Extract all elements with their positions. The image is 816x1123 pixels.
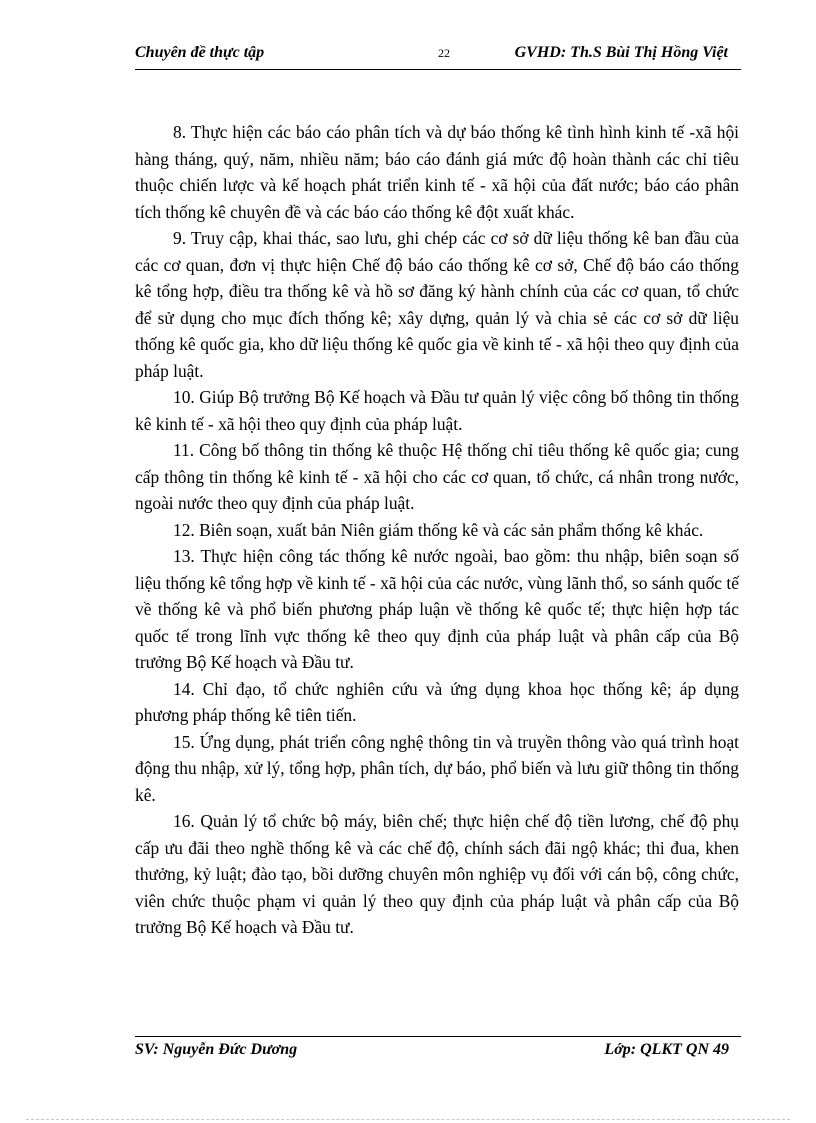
paragraph-14: 14. Chỉ đạo, tổ chức nghiên cứu và ứng dụng khoa học thống kê; áp dụng phương pháp thống kê tiên tiến. [135, 678, 739, 725]
paragraph-12: 12. Biên soạn, xuất bản Niên giám thống kê và các sản phẩm thống kê khác. [173, 519, 704, 540]
footer-class: Lớp: QLKT QN 49 [604, 1041, 729, 1058]
footer-rule [135, 1036, 741, 1037]
header-rule [135, 69, 741, 70]
paragraph-11: 11. Công bố thông tin thống kê thuộc Hệ thống chỉ tiêu thống kê quốc gia; cung cấp thông tin thống kê kinh tế - xã hội cho các cơ quan, tổ chức, cá nhân trong nước, ngoài nước theo quy định của pháp luật. [135, 440, 739, 513]
header-supervisor: GVHD: Th.S Bùi Thị Hồng Việt [514, 44, 728, 61]
page-number: 22 [438, 46, 450, 60]
paragraph-13: 13. Thực hiện công tác thống kê nước ngoài, bao gồm: thu nhập, biên soạn số liệu thống kê tổng hợp về kinh tế - xã hội của các nước, vùng lãnh thổ, so sánh quốc tế về thống kê và phổ biến phương pháp luận về thống kê quốc tế; thực hiện hợp tác quốc tế trong lĩnh vực thống kê theo quy định của pháp luật và phân cấp của Bộ trưởng Bộ Kế hoạch và Đầu tư. [135, 546, 739, 672]
page-boundary-line [26, 1119, 790, 1120]
body-text [135, 119, 739, 941]
page-footer [135, 1041, 741, 1065]
paragraph-15: 15. Ứng dụng, phát triển công nghệ thông tin và truyền thông vào quá trình hoạt động thu nhập, xử lý, tổng hợp, phân tích, dự báo, phổ biến và lưu giữ thông tin thống kê. [135, 731, 739, 805]
page-header [135, 44, 741, 68]
paragraph-10: 10. Giúp Bộ trưởng Bộ Kế hoạch và Đầu tư quản lý việc công bố thông tin thống kê kinh tế - xã hội theo quy định của pháp luật. [135, 387, 739, 434]
paragraph-9: 9. Truy cập, khai thác, sao lưu, ghi chép các cơ sở dữ liệu thống kê ban đầu của các cơ quan, đơn vị thực hiện Chế độ báo cáo thống kê cơ sở, Chế độ báo cáo thống kê tổng hợp, điều tra thống kê và hồ sơ đăng ký hành chính của các cơ quan, tổ chức để sử dụng cho mục đích thống kê; xây dựng, quản lý và chia sẻ các cơ sở dữ liệu thống kê quốc gia, kho dữ liệu thống kê quốc gia về kinh tế - xã hội theo quy định của pháp luật. [135, 228, 739, 381]
footer-student: SV: Nguyễn Đức Dương [135, 1041, 298, 1058]
paragraph-8: 8. Thực hiện các báo cáo phân tích và dự báo thống kê tình hình kinh tế -xã hội hàng tháng, quý, năm, nhiều năm; báo cáo đánh giá mức độ hoàn thành các chỉ tiêu thuộc chiến lược và kế hoạch phát triển kinh tế - xã hội của đất nước; báo cáo phân tích thống kê chuyên đề và các báo cáo thống kê đột xuất khác. [135, 122, 739, 222]
header-title: Chuyên đề thực tập [135, 44, 265, 61]
paragraph-16: 16. Quản lý tổ chức bộ máy, biên chế; thực hiện chế độ tiền lương, chế độ phụ cấp ưu đãi theo nghề thống kê và các chế độ, chính sách đãi ngộ khác; thi đua, khen thưởng, kỷ luật; đào tạo, bồi dưỡng chuyên môn nghiệp vụ đối với cán bộ, công chức, viên chức thuộc phạm vi quản lý theo quy định của pháp luật và phân cấp của Bộ trưởng Bộ Kế hoạch và Đầu tư. [135, 811, 739, 937]
